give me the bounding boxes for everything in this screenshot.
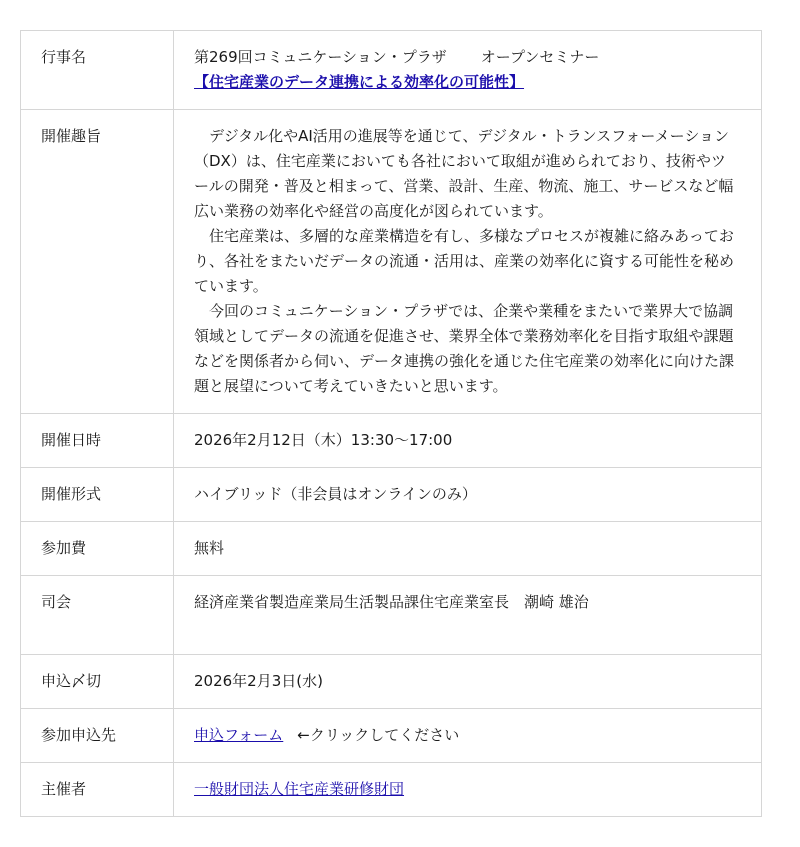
label-format: 開催形式 xyxy=(21,468,174,522)
event-title-link[interactable]: 【住宅産業のデータ連携による効率化の可能性】 xyxy=(194,73,525,91)
label-event-name: 行事名 xyxy=(21,31,174,110)
value-format: ハイブリッド（非会員はオンラインのみ） xyxy=(174,468,762,522)
row-mc xyxy=(21,576,762,655)
row-fee xyxy=(21,522,762,576)
row-format xyxy=(21,468,762,522)
purpose-paragraph-3: 今回のコミュニケーション・プラザでは、企業や業種をまたいで業界大で協調領域としてデータの流通を促進させ、業界全体で業務効率化を目指す取組や課題などを関係者から伺い、データ連携の強化を通じた住宅産業の効率化に向けた課題と展望について考えていきたいと思います。 xyxy=(194,302,735,395)
row-host xyxy=(21,763,762,817)
click-hint: ←クリックしてください xyxy=(297,726,460,744)
value-purpose xyxy=(174,110,762,414)
value-date: 2026年2月12日（木）13:30～17:00 xyxy=(174,414,762,468)
label-deadline: 申込〆切 xyxy=(21,655,174,709)
value-apply xyxy=(174,709,762,763)
row-date xyxy=(21,414,762,468)
label-fee: 参加費 xyxy=(21,522,174,576)
value-event-name xyxy=(174,31,762,110)
row-deadline xyxy=(21,655,762,709)
seminar-info xyxy=(20,30,762,817)
label-mc: 司会 xyxy=(21,576,174,655)
label-apply: 参加申込先 xyxy=(21,709,174,763)
purpose-paragraph-1: デジタル化やAI活用の進展等を通じて、デジタル・トランスフォーメーション（DX）は、住宅産業においても各社において取組が進められており、技術やツールの開発・普及と相まって、営業、設計、生産、物流、施工、サービスなど幅広い業務の効率化や経営の高度化が図られています。 xyxy=(194,127,734,220)
value-mc: 経済産業省製造産業局生活製品課住宅産業室長 潮崎 雄治 xyxy=(174,576,762,655)
event-name-line xyxy=(194,45,739,70)
application-form-link[interactable]: 申込フォーム xyxy=(194,726,284,744)
row-apply xyxy=(21,709,762,763)
event-name-suffix: オープンセミナー xyxy=(480,48,600,66)
label-date: 開催日時 xyxy=(21,414,174,468)
event-name-main: 第269回コミュニケーション・プラザ xyxy=(194,48,447,66)
organizer-link[interactable]: 一般財団法人住宅産業研修財団 xyxy=(194,780,405,798)
purpose-paragraph-2: 住宅産業は、多層的な産業構造を有し、多様なプロセスが複雑に絡みあっており、各社をまたいだデータの流通・活用は、産業の効率化に資する可能性を秘めています。 xyxy=(194,227,735,295)
row-event-name xyxy=(21,31,762,110)
row-purpose xyxy=(21,110,762,414)
label-host: 主催者 xyxy=(21,763,174,817)
value-fee: 無料 xyxy=(174,522,762,576)
value-deadline: 2026年2月3日(水) xyxy=(174,655,762,709)
value-host xyxy=(174,763,762,817)
label-purpose: 開催趣旨 xyxy=(21,110,174,414)
seminar-info-table xyxy=(20,30,762,817)
